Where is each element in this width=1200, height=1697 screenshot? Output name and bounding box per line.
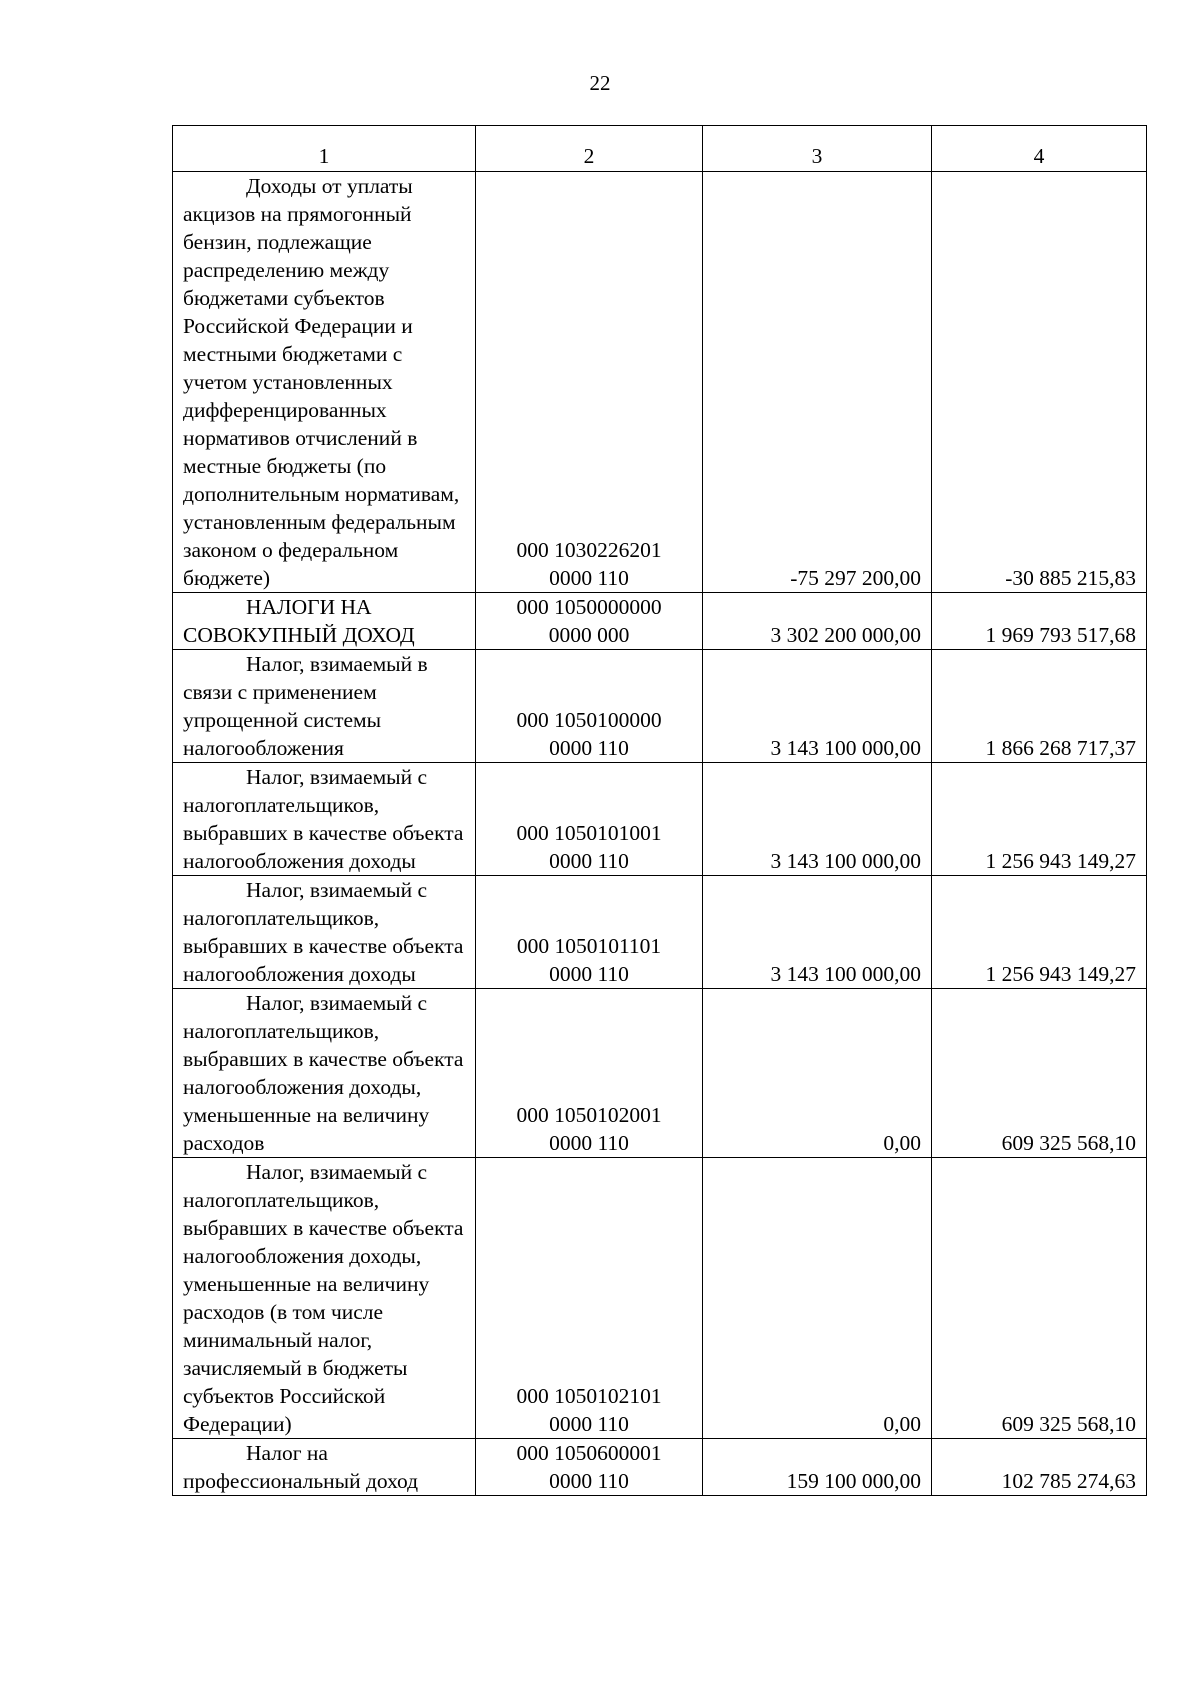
row-code: 000 1050000000 0000 000	[476, 593, 703, 650]
row-code: 000 1050600001 0000 110	[476, 1439, 703, 1496]
row-value-col3: 3 143 100 000,00	[703, 876, 932, 989]
row-value-col4: 102 785 274,63	[932, 1439, 1147, 1496]
row-value-col4: 1 256 943 149,27	[932, 876, 1147, 989]
revenue-table	[172, 125, 1147, 1496]
column-header-2: 2	[476, 126, 703, 172]
table-row	[173, 1158, 1147, 1439]
row-value-col3: 3 143 100 000,00	[703, 763, 932, 876]
row-value-col4: 609 325 568,10	[932, 1158, 1147, 1439]
table-row	[173, 1439, 1147, 1496]
column-header-3: 3	[703, 126, 932, 172]
row-code: 000 1050101101 0000 110	[476, 876, 703, 989]
row-name: НАЛОГИ НА СОВОКУПНЫЙ ДОХОД	[173, 593, 476, 650]
row-value-col3: 0,00	[703, 989, 932, 1158]
row-code: 000 1050100000 0000 110	[476, 650, 703, 763]
table-row	[173, 989, 1147, 1158]
row-code: 000 1050102001 0000 110	[476, 989, 703, 1158]
row-name: Налог, взимаемый с налогоплательщиков, выбравших в качестве объекта налогообложения доходы, уменьшенные на величину расходов	[173, 989, 476, 1158]
row-value-col3: 3 143 100 000,00	[703, 650, 932, 763]
row-code: 000 1030226201 0000 110	[476, 172, 703, 593]
table-row	[173, 876, 1147, 989]
row-value-col3: -75 297 200,00	[703, 172, 932, 593]
row-name: Налог на профессиональный доход	[173, 1439, 476, 1496]
table-header-row	[173, 126, 1147, 172]
row-value-col4: 1 969 793 517,68	[932, 593, 1147, 650]
row-value-col3: 3 302 200 000,00	[703, 593, 932, 650]
table-row	[173, 172, 1147, 593]
row-name: Налог, взимаемый с налогоплательщиков, выбравших в качестве объекта налогообложения доходы, уменьшенные на величину расходов (в том числе минимальный налог, зачисляемый в бюджеты субъектов Российской Федерации)	[173, 1158, 476, 1439]
column-header-4: 4	[932, 126, 1147, 172]
row-name: Налог, взимаемый в связи с применением упрощенной системы налогообложения	[173, 650, 476, 763]
row-name: Доходы от уплаты акцизов на прямогонный бензин, подлежащие распределению между бюджетами субъектов Российской Федерации и местными бюджетами с учетом установленных дифференцированных нормативов отчислений в местные бюджеты (по дополнительным нормативам, установленным федеральным законом о федеральном бюджете)	[173, 172, 476, 593]
table-row	[173, 593, 1147, 650]
row-name: Налог, взимаемый с налогоплательщиков, выбравших в качестве объекта налогообложения доходы	[173, 876, 476, 989]
row-value-col3: 159 100 000,00	[703, 1439, 932, 1496]
page-number: 22	[589, 71, 611, 95]
row-code: 000 1050102101 0000 110	[476, 1158, 703, 1439]
row-value-col4: 1 256 943 149,27	[932, 763, 1147, 876]
table-row	[173, 763, 1147, 876]
row-code: 000 1050101001 0000 110	[476, 763, 703, 876]
table-row	[173, 650, 1147, 763]
row-value-col4: -30 885 215,83	[932, 172, 1147, 593]
row-name: Налог, взимаемый с налогоплательщиков, выбравших в качестве объекта налогообложения доходы	[173, 763, 476, 876]
row-value-col4: 609 325 568,10	[932, 989, 1147, 1158]
row-value-col3: 0,00	[703, 1158, 932, 1439]
column-header-1: 1	[173, 126, 476, 172]
row-value-col4: 1 866 268 717,37	[932, 650, 1147, 763]
